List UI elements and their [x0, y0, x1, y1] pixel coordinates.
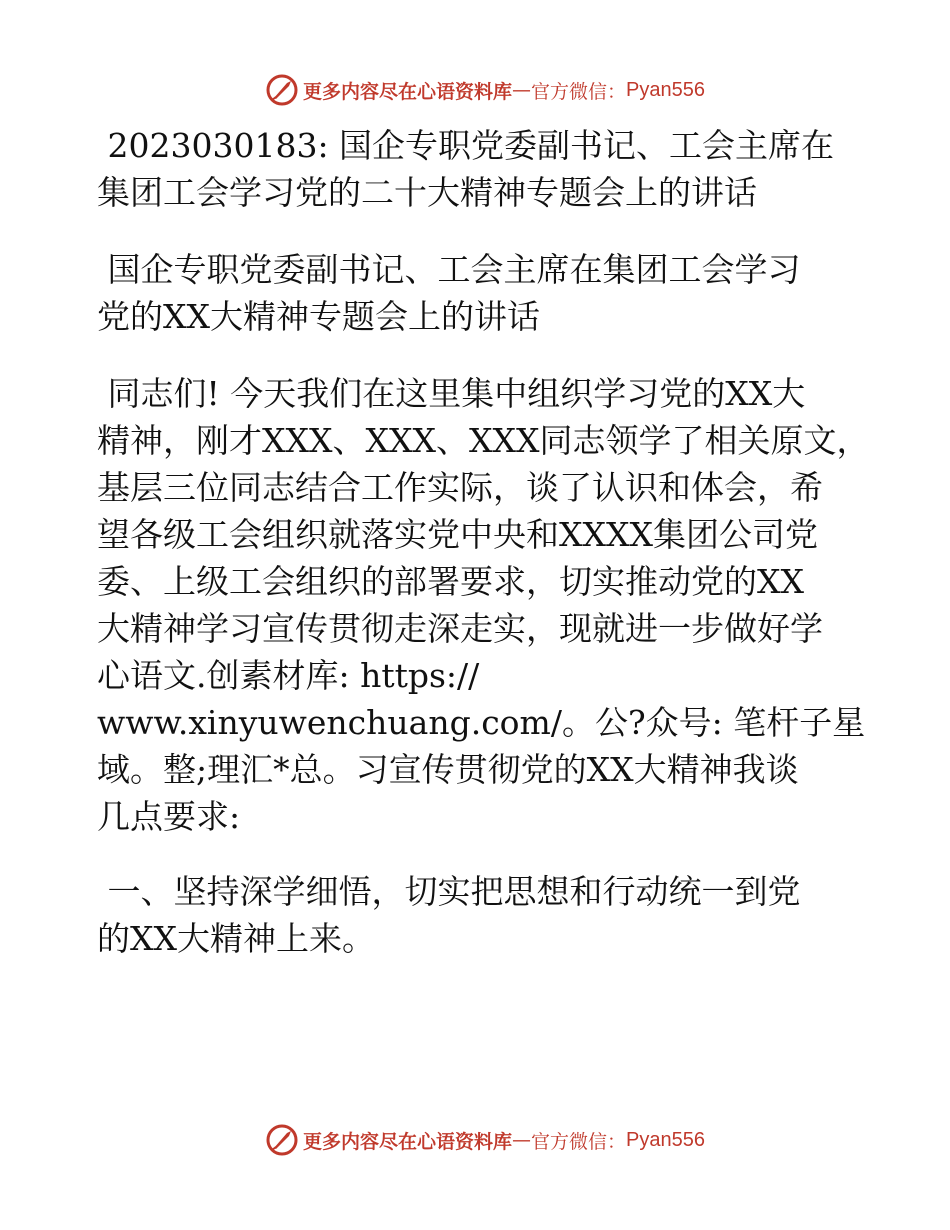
- body-line: 望各级工会组织就落实党中央和XXXX集团公司党: [97, 515, 818, 554]
- quill-pen-circle-icon: [265, 1123, 299, 1157]
- document-body: [97, 122, 870, 962]
- banner-wechat-label: 官方微信：: [531, 1130, 627, 1153]
- body-line: 同志们! 今天我们在这里集中组织学习党的XX大: [97, 374, 806, 413]
- body-line: 大精神学习宣传贯彻走深走实，现就进一步做好学: [97, 609, 823, 648]
- subtitle-line: 党的XX大精神专题会上的讲话: [97, 297, 540, 336]
- body-line: 几点要求:: [97, 797, 241, 836]
- body-line: www.xinyuwenchuang.com/。公?众号: 笔杆子星: [97, 703, 866, 742]
- footer-banner-content: [265, 1123, 705, 1157]
- quill-pen-circle-icon: [265, 73, 299, 107]
- body-line: 基层三位同志结合工作实际，谈了认识和体会，希: [97, 468, 823, 507]
- footer-banner: [0, 1120, 950, 1160]
- banner-dash: —: [512, 79, 532, 101]
- body-line: 精神，刚才XXX、XXX、XXX同志领学了相关原文，: [97, 421, 870, 460]
- section-line: 的XX大精神上来。: [97, 919, 375, 958]
- banner-text: 更多内容尽在心语资料库: [303, 80, 513, 103]
- banner-wechat-id: Pyan556: [626, 78, 705, 101]
- body-paragraph: [97, 370, 870, 840]
- banner-text: 更多内容尽在心语资料库: [303, 1130, 513, 1153]
- document-title: [97, 122, 867, 216]
- document-subtitle: [97, 246, 867, 340]
- title-line: 2023030183: 国企专职党委副书记、工会主席在: [97, 126, 835, 165]
- header-banner-content: [265, 73, 705, 107]
- section-heading: [97, 868, 867, 962]
- body-line: 域。整;理汇*总。习宣传贯彻党的XX大精神我谈: [97, 750, 799, 789]
- body-line: 心语文.创素材库: https://: [97, 656, 480, 695]
- section-line: 一、坚持深学细悟，切实把思想和行动统一到党: [97, 872, 801, 911]
- subtitle-line: 国企专职党委副书记、工会主席在集团工会学习: [97, 250, 801, 289]
- header-banner: [0, 70, 950, 110]
- banner-wechat-label: 官方微信：: [531, 80, 627, 103]
- banner-wechat-id: Pyan556: [626, 1128, 705, 1151]
- title-line: 集团工会学习党的二十大精神专题会上的讲话: [97, 173, 757, 212]
- spacer: [97, 216, 867, 246]
- spacer: [97, 840, 867, 868]
- spacer: [97, 340, 867, 370]
- banner-dash: —: [512, 1129, 532, 1151]
- body-line: 委、上级工会组织的部署要求，切实推动党的XX: [97, 562, 804, 601]
